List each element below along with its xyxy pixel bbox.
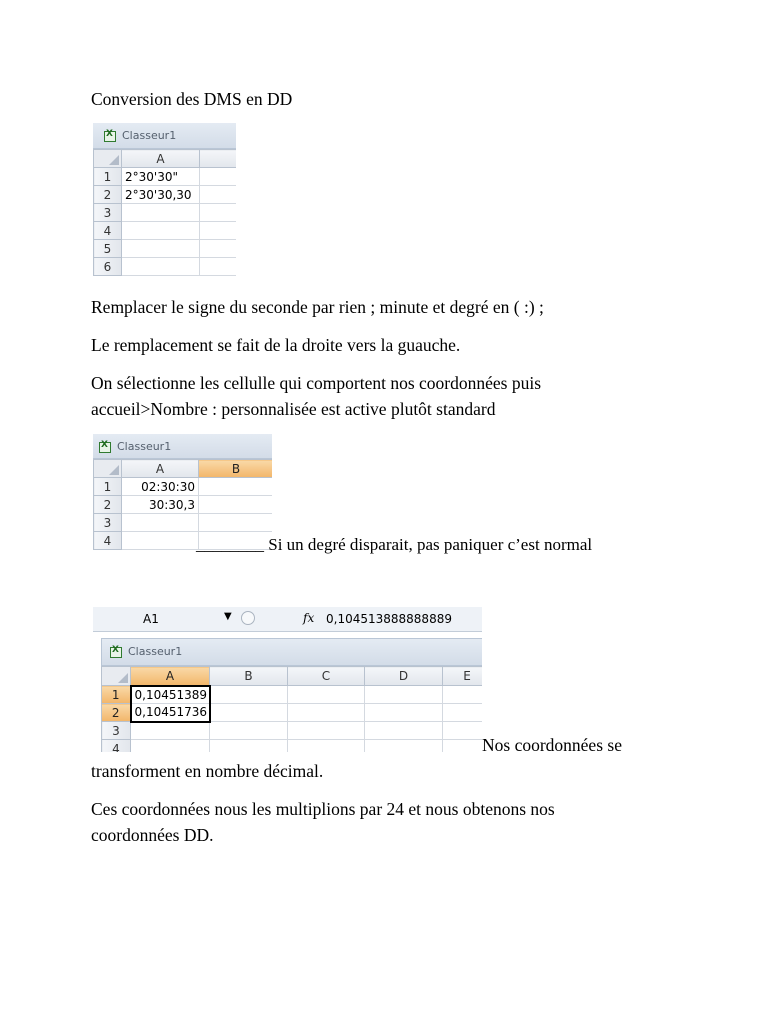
- degree-note: [196, 532, 592, 558]
- fx-icon[interactable]: fx: [303, 611, 315, 625]
- row-header-selected[interactable]: 1: [102, 686, 131, 704]
- cell-a2[interactable]: 0,10451736: [131, 704, 210, 722]
- cell[interactable]: [122, 222, 200, 240]
- cell[interactable]: [122, 532, 199, 550]
- cell[interactable]: [200, 186, 237, 204]
- cell[interactable]: [210, 686, 288, 704]
- excel-icon: [104, 131, 116, 142]
- select-all-corner[interactable]: [102, 667, 131, 686]
- name-box[interactable]: A1: [143, 612, 159, 626]
- cell[interactable]: [365, 686, 443, 704]
- cell[interactable]: [443, 740, 483, 753]
- cell[interactable]: [122, 240, 200, 258]
- column-header-a[interactable]: A: [122, 150, 200, 168]
- spreadsheet-grid: [93, 149, 236, 276]
- window-title: Classeur1: [117, 440, 172, 453]
- paragraph-multiply-line2: coordonnées DD.: [91, 825, 214, 845]
- cell[interactable]: [131, 722, 210, 740]
- row-header[interactable]: 3: [94, 204, 122, 222]
- cell[interactable]: [443, 722, 483, 740]
- excel-screenshot-original: [93, 123, 236, 280]
- cell[interactable]: [122, 258, 200, 276]
- cell[interactable]: [199, 514, 273, 532]
- cell[interactable]: [200, 222, 237, 240]
- cell-a2[interactable]: 2°30'30,30: [122, 186, 200, 204]
- cell[interactable]: [288, 704, 365, 722]
- cell[interactable]: [443, 704, 483, 722]
- paragraph-replace: Remplacer le signe du seconde par rien ; minute et degré en ( :) ;: [91, 297, 544, 317]
- spreadsheet-grid: [101, 666, 482, 752]
- paragraph-select-line1: On sélectionne les cellulle qui comportent nos coordonnées puis: [91, 373, 542, 393]
- cell[interactable]: [210, 740, 288, 753]
- cell[interactable]: [199, 496, 273, 514]
- row-header[interactable]: 3: [94, 514, 122, 532]
- excel-screenshot-decimal: [93, 607, 482, 752]
- cell[interactable]: [200, 240, 237, 258]
- row-header-selected[interactable]: 2: [102, 704, 131, 722]
- row-header[interactable]: 2: [94, 186, 122, 204]
- select-all-corner[interactable]: [94, 150, 122, 168]
- cell[interactable]: [288, 740, 365, 753]
- row-header[interactable]: 2: [94, 496, 122, 514]
- paragraph-select-line2: accueil>Nombre : personnalisée est active plutôt standard: [91, 399, 496, 419]
- paragraph-multiply-line1: Ces coordonnées nous les multiplions par 24 et nous obtenons nos: [91, 799, 555, 819]
- row-header[interactable]: 4: [102, 740, 131, 753]
- column-header-b-selected[interactable]: B: [199, 460, 273, 478]
- cell[interactable]: [200, 258, 237, 276]
- cell[interactable]: [122, 204, 200, 222]
- cell[interactable]: [200, 168, 237, 186]
- column-header-e[interactable]: E: [443, 667, 483, 686]
- row-header[interactable]: 1: [94, 168, 122, 186]
- paragraph-direction: Le remplacement se fait de la droite vers la guauche.: [91, 335, 461, 355]
- cell-a1[interactable]: 02:30:30: [122, 478, 199, 496]
- paragraph-decimal-line1: Nos coordonnées se: [482, 735, 622, 755]
- column-header-c[interactable]: C: [288, 667, 365, 686]
- column-header-a[interactable]: A: [122, 460, 199, 478]
- row-header[interactable]: 3: [102, 722, 131, 740]
- cell[interactable]: [365, 722, 443, 740]
- row-header[interactable]: 5: [94, 240, 122, 258]
- document-title: Conversion des DMS en DD: [91, 89, 293, 109]
- row-header[interactable]: 1: [94, 478, 122, 496]
- cell[interactable]: [210, 722, 288, 740]
- name-box-dropdown-icon[interactable]: ▼: [224, 611, 232, 622]
- cell[interactable]: [365, 704, 443, 722]
- formula-bar: [93, 607, 482, 632]
- window-titlebar: [101, 638, 482, 666]
- excel-icon: [99, 442, 111, 453]
- window-title: Classeur1: [122, 129, 177, 142]
- column-header-b[interactable]: [200, 150, 237, 168]
- row-header[interactable]: 4: [94, 222, 122, 240]
- cell[interactable]: [288, 722, 365, 740]
- cell[interactable]: [210, 704, 288, 722]
- window-titlebar: [93, 434, 272, 459]
- cell-a1[interactable]: 0,10451389: [131, 686, 210, 704]
- note-text: Si un degré disparait, pas paniquer c’est normal: [264, 535, 593, 554]
- column-header-b[interactable]: B: [210, 667, 288, 686]
- cell[interactable]: [199, 478, 273, 496]
- cell-a1[interactable]: 2°30'30": [122, 168, 200, 186]
- cell-a2[interactable]: 30:30,3: [122, 496, 199, 514]
- column-header-a-selected[interactable]: A: [131, 667, 210, 686]
- cell[interactable]: [443, 686, 483, 704]
- cell[interactable]: [288, 686, 365, 704]
- cell[interactable]: [131, 740, 210, 753]
- cell[interactable]: [365, 740, 443, 753]
- column-header-d[interactable]: D: [365, 667, 443, 686]
- cell[interactable]: [122, 514, 199, 532]
- formula-value[interactable]: 0,104513888888889: [326, 612, 452, 626]
- excel-icon: [110, 647, 122, 658]
- row-header[interactable]: 6: [94, 258, 122, 276]
- window-title: Classeur1: [128, 645, 183, 658]
- window-titlebar: [93, 123, 236, 149]
- row-header[interactable]: 4: [94, 532, 122, 550]
- select-all-corner[interactable]: [94, 460, 122, 478]
- paragraph-decimal-line2: transforment en nombre décimal.: [91, 761, 324, 781]
- function-wizard-circle-icon[interactable]: [241, 611, 255, 625]
- cell[interactable]: [200, 204, 237, 222]
- note-underline: ________: [196, 535, 264, 554]
